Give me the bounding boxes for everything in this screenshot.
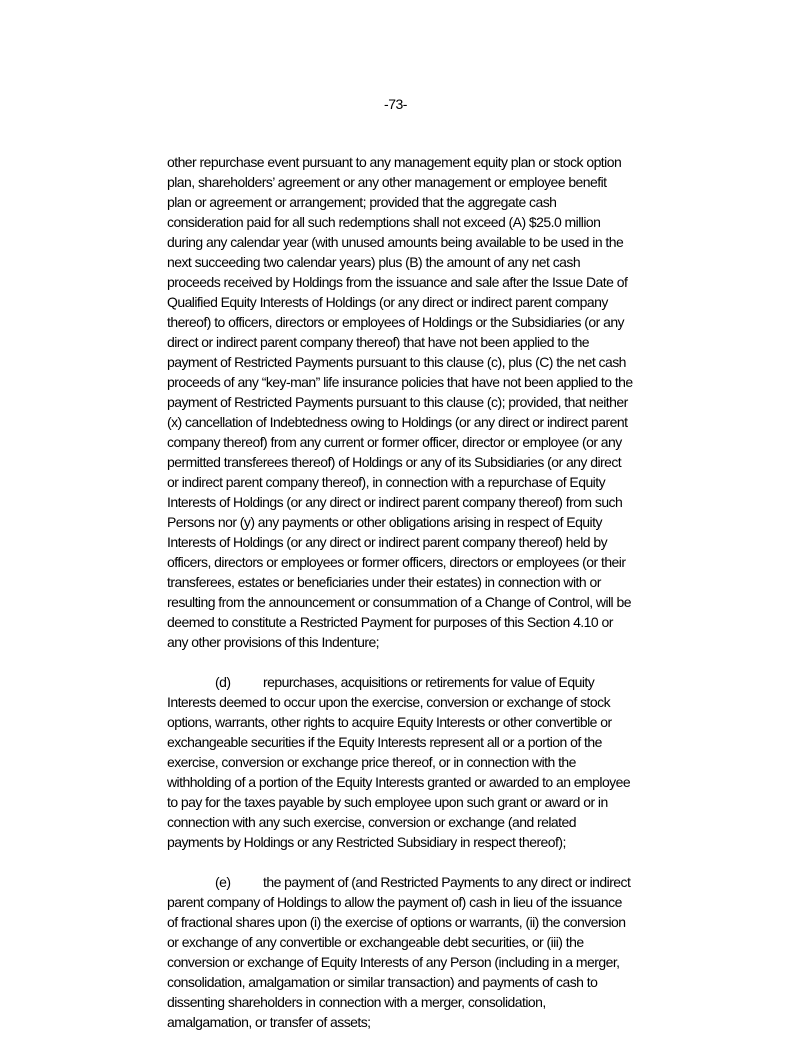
paragraph-text: the payment of (and Restricted Payments to any direct or indirect parent company of Holdings to allow the payment of) cash in lieu of the issuance of fractional shares upon (i) the exercise of options or warrants, (ii) the conversion or exchange of any convertible or exchangeable debt securities, or (iii) the conversion or exchange of Equity Interests of any Person (including in a merger, consolidation, amalgamation or similar transaction) and payments of cash to dissenting shareholders in connection with a merger, consolidation, amalgamation, or transfer of assets; bbox=[167, 874, 631, 1030]
paragraph-label: (e) bbox=[215, 874, 231, 890]
paragraph-e bbox=[167, 872, 633, 1032]
document-body bbox=[167, 152, 633, 1052]
paragraph-label: (d) bbox=[215, 674, 231, 690]
page-number: -73- bbox=[384, 96, 407, 112]
paragraph-text: other repurchase event pursuant to any management equity plan or stock option plan, shareholders’ agreement or any other management or employee benefit plan or agreement or arrangement; provided that the aggregate cash consideration paid for all such redemptions shall not exceed (A) $25.0 million during any calendar year (with unused amounts being available to be used in the next succeeding two calendar years) plus (B) the amount of any net cash proceeds received by Holdings from the issuance and sale after the Issue Date of Qualified Equity Interests of Holdings (or any direct or indirect parent company thereof) to officers, directors or employees of Holdings or the Subsidiaries (or any direct or indirect parent company thereof) that have not been applied to the payment of Restricted Payments pursuant to this clause (c), plus (C) the net cash proceeds of any “key-man” life insurance policies that have not been applied to the payment of Restricted Payments pursuant to this clause (c); provided, that neither (x) cancellation of Indebtedness owing to Holdings (or any direct or indirect parent company thereof) from any current or former officer, director or employee (or any permitted transferees thereof) of Holdings or any of its Subsidiaries (or any direct or indirect parent company thereof), in connection with a repurchase of Equity Interests of Holdings (or any direct or indirect parent company thereof) from such Persons nor (y) any payments or other obligations arising in respect of Equity Interests of Holdings (or any direct or indirect parent company thereof) held by officers, directors or employees or former officers, directors or employees (or their transferees, estates or beneficiaries under their estates) in connection with or resulting from the announcement or consummation of a Change of Control, will be deemed to constitute a Restricted Payment for purposes of this Section 4.10 or any other provisions of this Indenture; bbox=[167, 154, 633, 650]
paragraph-c-continuation bbox=[167, 152, 633, 652]
paragraph-d bbox=[167, 672, 633, 852]
paragraph-text: repurchases, acquisitions or retirements for value of Equity Interests deemed to occur upon the exercise, conversion or exchange of stock options, warrants, other rights to acquire Equity Interests or other convertible or exchangeable securities if the Equity Interests represent all or a portion of the exercise, conversion or exchange price thereof, or in connection with the withholding of a portion of the Equity Interests granted or awarded to an employee to pay for the taxes payable by such employee upon such grant or award or in connection with any such exercise, conversion or exchange (and related payments by Holdings or any Restricted Subsidiary in respect thereof); bbox=[167, 674, 631, 850]
